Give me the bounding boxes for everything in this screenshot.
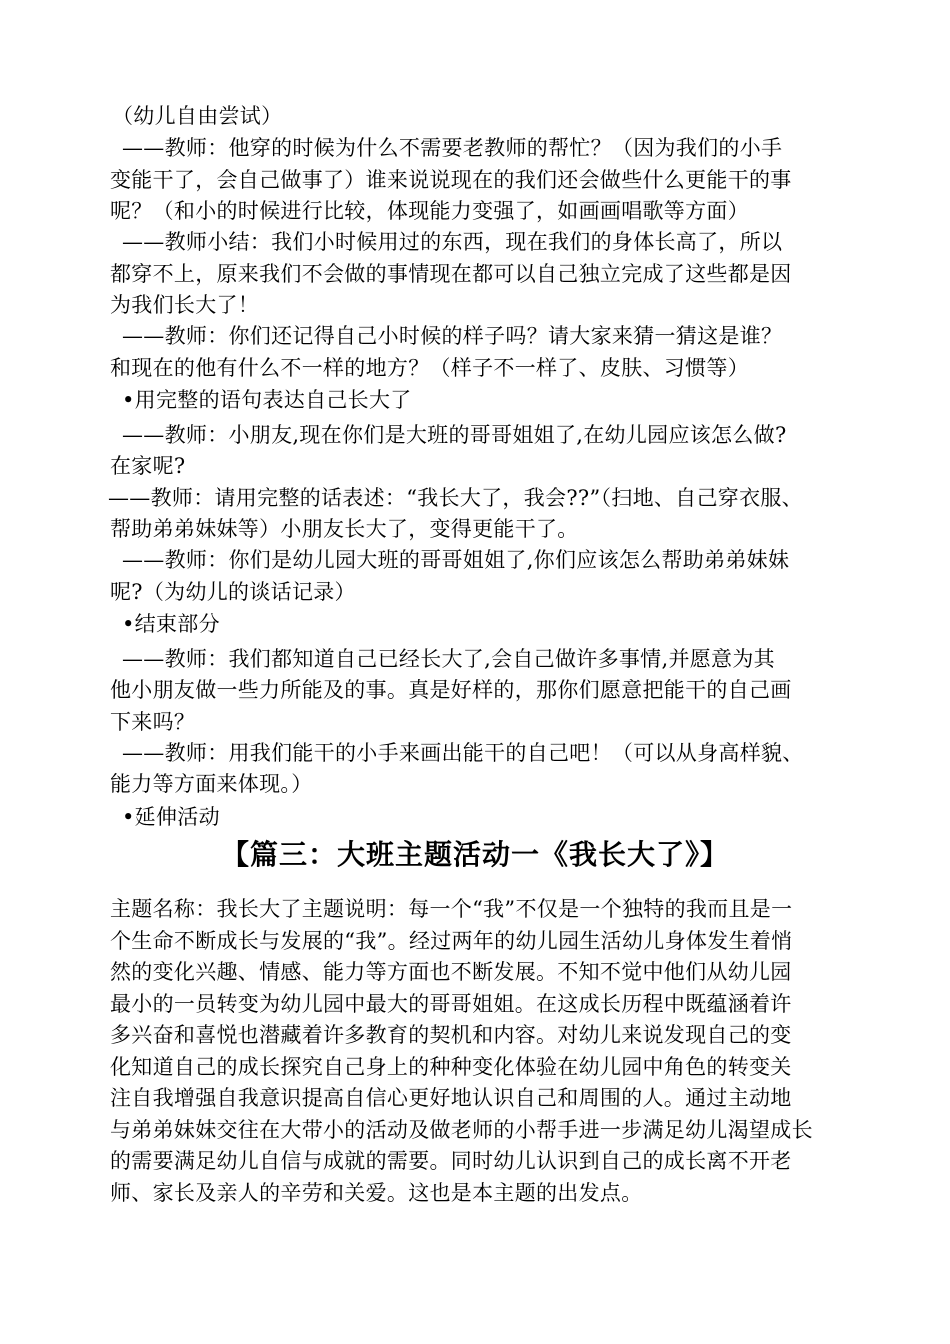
bullet-heading: •用完整的语句表达自己长大了 bbox=[122, 388, 412, 412]
paragraph-line: 与弟弟妹妹交往在大带小的活动及做老师的小帮手进一步满足幼儿渴望成长 bbox=[110, 1118, 813, 1142]
paragraph-line: 化知道自己的成长探究自己身上的种种变化体验在幼儿园中角色的转变关 bbox=[110, 1055, 792, 1079]
text-line: 呢?（为幼儿的谈话记录） bbox=[110, 580, 356, 604]
paragraph-line: 师、家长及亲人的辛劳和关爱。这也是本主题的出发点。 bbox=[110, 1181, 643, 1205]
bullet-heading: •结束部分 bbox=[122, 612, 220, 636]
paragraph-line: 多兴奋和喜悦也潜藏着许多教育的契机和内容。对幼儿来说发现自己的变 bbox=[110, 1023, 792, 1047]
text-line: ——教师：你们还记得自己小时候的样子吗？请大家来猜一猜这是谁？ bbox=[122, 324, 783, 348]
text-line: ——教师：你们是幼儿园大班的哥哥姐姐了,你们应该怎么帮助弟弟妹妹 bbox=[122, 548, 790, 572]
paragraph-line: 注自我增强自我意识提高自信心更好地认识自己和周围的人。通过主动地 bbox=[110, 1086, 792, 1110]
text-line: ——教师：小朋友,现在你们是大班的哥哥姐姐了,在幼儿园应该怎么做? bbox=[122, 423, 787, 447]
text-line: ——教师：他穿的时候为什么不需要老教师的帮忙？（因为我们的小手 bbox=[122, 136, 783, 160]
text-line: 在家呢? bbox=[110, 454, 186, 478]
text-line: ——教师小结：我们小时候用过的东西，现在我们的身体长高了，所以 bbox=[122, 230, 783, 254]
paragraph-line: 个生命不断成长与发展的“我”。经过两年的幼儿园生活幼儿身体发生着悄 bbox=[110, 929, 793, 953]
text-line: 为我们长大了！ bbox=[110, 293, 260, 317]
paragraph-line: 最小的一员转变为幼儿园中最大的哥哥姐姐。在这成长历程中既蕴涵着许 bbox=[110, 992, 792, 1016]
text-line: 他小朋友做一些力所能及的事。真是好样的，那你们愿意把能干的自己画 bbox=[110, 678, 792, 702]
paragraph-line: 然的变化兴趣、情感、能力等方面也不断发展。不知不觉中他们从幼儿园 bbox=[110, 960, 792, 984]
text-line: 帮助弟弟妹妹等）小朋友长大了，变得更能干了。 bbox=[110, 517, 579, 541]
paragraph-line: 的需要满足幼儿自信与成就的需要。同时幼儿认识到自己的成长离不开老 bbox=[110, 1149, 792, 1173]
text-line: 都穿不上，原来我们不会做的事情现在都可以自己独立完成了这些都是因 bbox=[110, 262, 792, 286]
text-line: 能力等方面来体现。） bbox=[110, 772, 313, 796]
section-title: 【篇三：大班主题活动一《我长大了》】 bbox=[220, 838, 729, 871]
text-line: 下来吗？ bbox=[110, 710, 196, 734]
bullet-heading: •延伸活动 bbox=[122, 805, 220, 829]
text-line: 和现在的他有什么不一样的地方？（样子不一样了、皮肤、习惯等） bbox=[110, 356, 749, 380]
text-line: （幼儿自由尝试） bbox=[112, 104, 283, 128]
paragraph-line: 主题名称：我长大了主题说明：每一个“我”不仅是一个独特的我而且是一 bbox=[110, 897, 793, 921]
text-line: ——教师：请用完整的话表述：“我长大了，我会??”（扫地、自己穿衣服、 bbox=[108, 486, 803, 510]
text-line: 变能干了，会自己做事了）谁来说说现在的我们还会做些什么更能干的事 bbox=[110, 168, 792, 192]
text-line: ——教师：我们都知道自己已经长大了,会自己做许多事情,并愿意为其 bbox=[122, 647, 775, 671]
text-line: 呢？（和小的时候进行比较，体现能力变强了，如画画唱歌等方面） bbox=[110, 199, 749, 223]
text-line: ——教师：用我们能干的小手来画出能干的自己吧！（可以从身高样貌、 bbox=[122, 741, 804, 765]
